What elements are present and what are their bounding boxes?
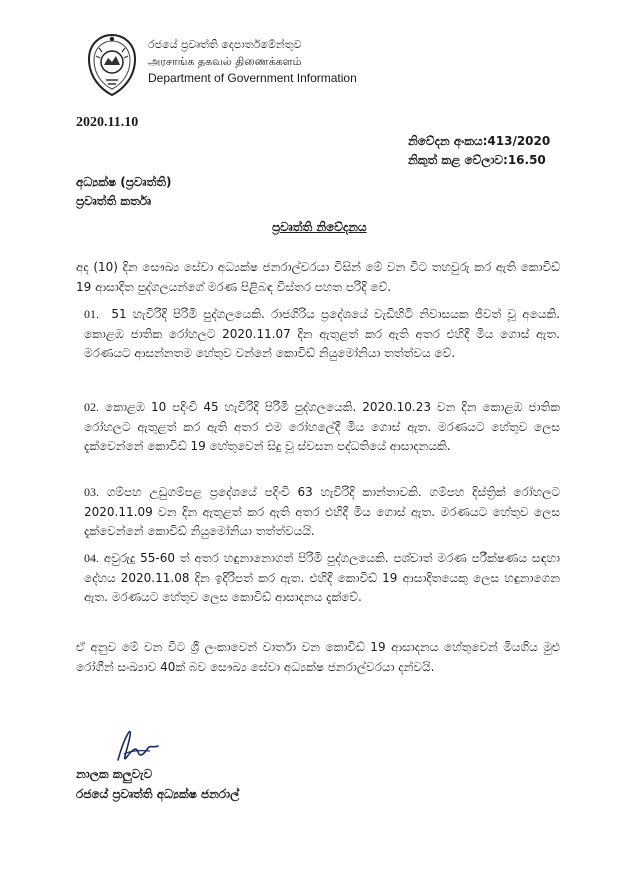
signatory-title: රජයේ ප්‍රවෘත්ති අධ්‍යක්ෂ ජනරාල් <box>76 787 240 801</box>
addressee-line: අධ්‍යක්ෂ (ප්‍රවෘත්ති) <box>76 175 172 189</box>
intro-paragraph: අද (10) දින සෞඛ්‍ය සේවා අධ්‍යක්ෂ ජනරාල්වරයා විසින් මේ වන විට තහවුරු කර ඇති කොවිඩ් 19 ආසාදිත පුද්ගලයන්ගේ මරණ පිළිබඳ විස්තර පහත පරිදි වේ. <box>76 260 560 294</box>
item-text: 51 හැවිරිදි පිරිමි පුද්ගලයෙකි. රාජගිරිය ප්‍රදේශයේ වැඩිහිටි නිවාසයක ජීවත් වූ අයෙකි. කොළඹ ජාතික රෝහලට 2020.11.07 දින ඇතුළත් කර ඇති අතර එහිදී මිය ගොස් ඇත. මරණයට ආසන්නතම හේතුව වන්නේ කොවිඩ් නියුමෝනියා තත්ත්වය වේ. <box>84 307 561 360</box>
document-title: ප්‍රවෘත්ති නිවේදනය <box>272 220 367 234</box>
signatory-block <box>76 764 239 804</box>
list-item <box>84 398 560 457</box>
list-item <box>84 549 560 608</box>
item-number: 01. <box>84 307 99 321</box>
item-number: 02. <box>84 400 99 414</box>
release-date: 2020.11.10 <box>76 115 139 130</box>
release-time: නිකුත් කළ වේලාව:16.50 <box>408 153 546 167</box>
addressee-line: ප්‍රවෘත්ති කර්තෘ <box>76 194 152 208</box>
item-number: 03. <box>84 485 99 499</box>
closing-paragraph: ඒ අනුව මේ වන විට ශ්‍රී ලංකාවෙන් වාර්තා වන කොවිඩ් 19 ආසාදනය හේතුවෙන් මියගිය මුළු රෝගීන් සංඛ්‍යාව 40ක් බව සෞඛ්‍ය සේවා අධ්‍යක්ෂ ජනරාල්වරයා දන්වයි. <box>76 640 560 674</box>
release-reference <box>408 132 550 170</box>
list-item <box>84 483 560 542</box>
list-item <box>84 305 560 364</box>
item-text: අවුරුදු 55-60 ත් අතර හඳුනානොගත් පිරිමි පුද්ගලයෙකි. පශ්චාත් මරණ පරීක්ෂණය සඳහා දේහය 2020.11.08 දින ඉදිරිපත් කර ඇත. එහිදී කොවිඩ් 19 ආසාදිතයෙකු ලෙස හඳුනාගෙන ඇත. මරණයට හේතුව ලෙස කොවිඩ් ආසාදනය දැක්වේ. <box>84 551 560 604</box>
government-emblem-icon <box>82 32 142 98</box>
department-name-english: Department of Government Information <box>148 71 357 85</box>
signatory-name: නාලක කලුවැව <box>76 767 153 781</box>
addressee-block <box>76 173 171 211</box>
item-text: කොළඹ 10 පදිංචි 45 හැවිරිදි පිරිමි පුද්ගලයෙකි. 2020.10.23 වන දින කොළඹ ජාතික රෝහලට ඇතුළත් කර ඇති අතර එම රෝහලේදී මිය ගොස් ඇත. මරණයට හේතුව ලෙස දැක්වෙන්නේ කොවිඩ් 19 හේතුවෙන් සිදු වූ ස්වසන පද්ධතියේ ආසාදනයකි. <box>84 400 560 453</box>
department-header <box>148 36 408 87</box>
department-name-sinhala: රජයේ ප්‍රවෘත්ති දෙපාර්තමේන්තුව <box>148 38 302 51</box>
item-number: 04. <box>84 551 99 565</box>
item-text: ගම්පහ උඩුගම්පළ ප්‍රදේශයේ පදිංචි 63 හැවිරිදි කාන්තාවකි. ගම්පහ දිස්ත්‍රික් රෝහලට 2020.11.09 වන දින ඇතුළත් කර ඇති අතර එහිදී මිය ගොස් ඇත. මරණයට හේතුව ලෙස දැක්වෙන්නේ කොවිඩ් නියුමෝනියා තත්ත්වයයි. <box>84 485 560 538</box>
release-number: නිවේදන අංකය:413/2020 <box>408 134 551 148</box>
department-name-tamil: அரசாங்க தகவல் திணைக்களம் <box>148 55 302 68</box>
